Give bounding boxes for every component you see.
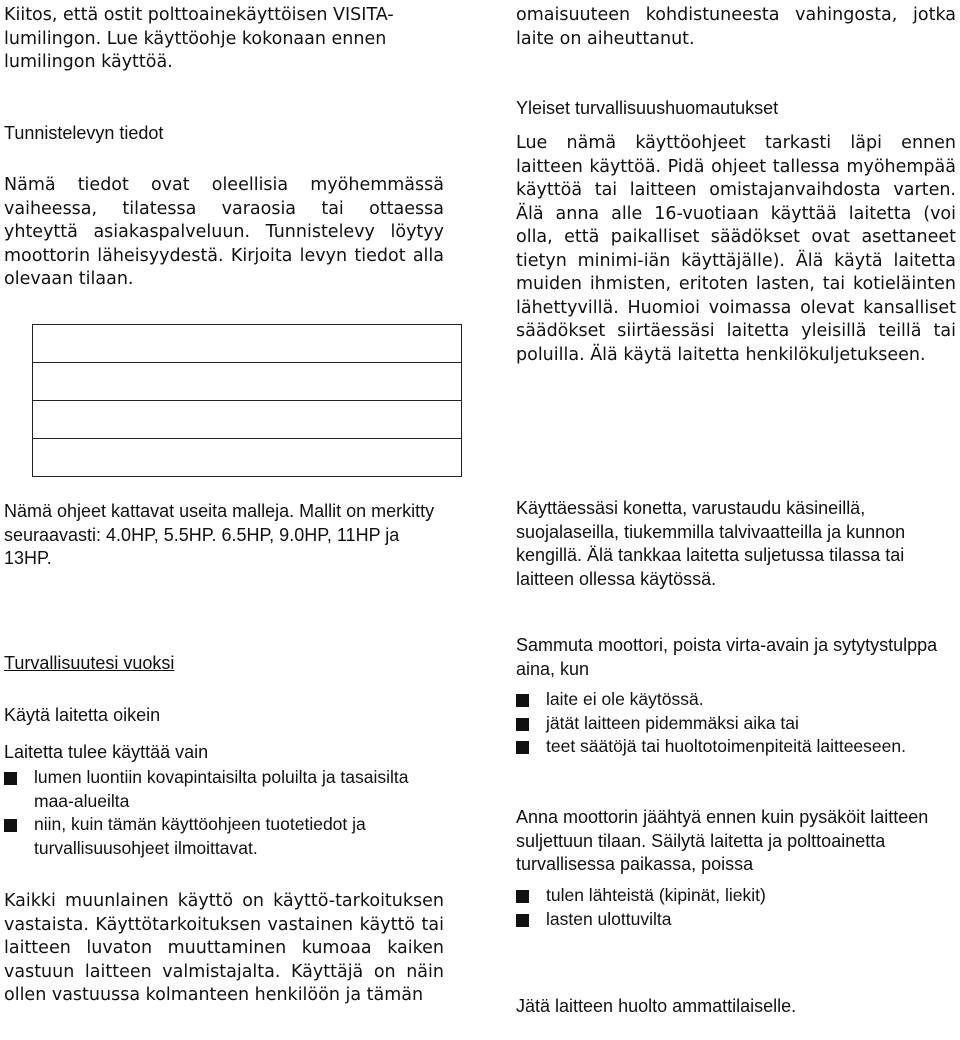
safety-heading: Turvallisuutesi vuoksi (4, 653, 175, 673)
nameplate-field-1[interactable] (33, 325, 461, 363)
equipment-paragraph: Käyttäessäsi konetta, varustaudu käsineillä, suojalaseilla, tiukemmilla talvivaatteilla ja kunnon kengillä. Älä tankkaa laitetta suljetussa tilassa tai laitteen ollessa käytössä. (516, 498, 906, 589)
nameplate-field-4[interactable] (33, 439, 461, 476)
plate-heading: Tunnistelevyn tiedot (4, 123, 164, 143)
proper-use-intro: Laitetta tulee käyttää vain (4, 742, 209, 762)
misuse-paragraph: Kaikki muunlainen käyttö on käyttö-tarkoituksen vastaista. Käyttötarkoituksen vastainen käyttö tai laitteen luvaton muuttaminen kumoaa kaiken vastuun laitteen valmistajalta. Käyttäjä on näin ollen vastuussa kolmanteen henkilöön ja tämän (4, 891, 444, 1005)
square-bullet-icon (516, 914, 529, 927)
square-bullet-icon (516, 741, 529, 754)
proper-use-heading: Käytä laitetta oikein (4, 705, 161, 725)
square-bullet-icon (516, 694, 529, 707)
nameplate-form-table (32, 324, 462, 477)
square-bullet-icon (4, 819, 17, 832)
square-bullet-icon (516, 890, 529, 903)
list-item: teet säätöjä tai huoltotoimenpiteitä laitteeseen. (516, 735, 956, 759)
plate-info-paragraph: Nämä tiedot ovat oleellisia myöhemmässä vaiheessa, tilatessa varaosia tai ottaessa yhteyttä asiakaspalveluun. Tunnistelevy löytyy moottorin läheisyydestä. Kirjoita levyn tiedot alla olevaan tilaan. (4, 175, 444, 289)
service-paragraph: Jätä laitteen huolto ammattilaiselle. (516, 996, 797, 1016)
shutdown-list (516, 688, 956, 759)
shutdown-intro: Sammuta moottori, poista virta-avain ja sytytystulppa aina, kun (516, 635, 938, 679)
square-bullet-icon (516, 718, 529, 731)
list-item: tulen lähteistä (kipinät, liekit) (516, 884, 956, 908)
nameplate-field-2[interactable] (33, 363, 461, 401)
nameplate-field-3[interactable] (33, 401, 461, 439)
list-item: niin, kuin tämän käyttöohjeen tuotetiedot ja turvallisuusohjeet ilmoittavat. (4, 813, 444, 860)
general-safety-paragraph: Lue nämä käyttöohjeet tarkasti läpi ennen laitteen käyttöä. Pidä ohjeet tallessa myöhempää käyttöä tai laitteen omistajanvaihdosta varten. Älä anna alle 16-vuotiaan käyttää laitetta (voi olla, että paikalliset säädökset ovat asettaneet tietyn minimi-iän käyttäjälle). Älä käytä laitetta muiden ihmisten, eritoten lasten, tai kotieläinten lähettyvillä. Huomioi voimassa olevat kansalliset säädökset siirtäessäsi laitetta yleisillä teillä tai poluilla. Älä käytä laitetta henkilökuljetukseen. (516, 133, 956, 365)
list-item: lumen luontiin kovapintaisilta poluilta ja tasaisilta maa-alueilta (4, 766, 444, 813)
list-item: lasten ulottuvilta (516, 908, 956, 932)
list-item: jätät laitteen pidemmäksi aika tai (516, 712, 956, 736)
models-paragraph: Nämä ohjeet kattavat useita malleja. Mallit on merkitty seuraavasti: 4.0HP, 5.5HP. 6.5HP, 9.0HP, 11HP ja 13HP. (4, 501, 435, 568)
cooling-paragraph: Anna moottorin jäähtyä ennen kuin pysäköit laitteen suljettuun tilaan. Säilytä laitetta ja polttoainetta turvallisessa paikassa, poissa (516, 807, 929, 874)
storage-list (516, 884, 956, 931)
list-item: laite ei ole käytössä. (516, 688, 956, 712)
general-safety-heading: Yleiset turvallisuushuomautukset (516, 98, 779, 118)
intro-paragraph: Kiitos, että ostit polttoainekäyttöisen VISITA-lumilingon. Lue käyttöohje kokonaan ennen lumilingon käyttöä. (4, 5, 394, 72)
square-bullet-icon (4, 772, 17, 785)
proper-use-list (4, 766, 444, 860)
liability-continued-paragraph: omaisuuteen kohdistuneesta vahingosta, jotka laite on aiheuttanut. (516, 5, 956, 49)
